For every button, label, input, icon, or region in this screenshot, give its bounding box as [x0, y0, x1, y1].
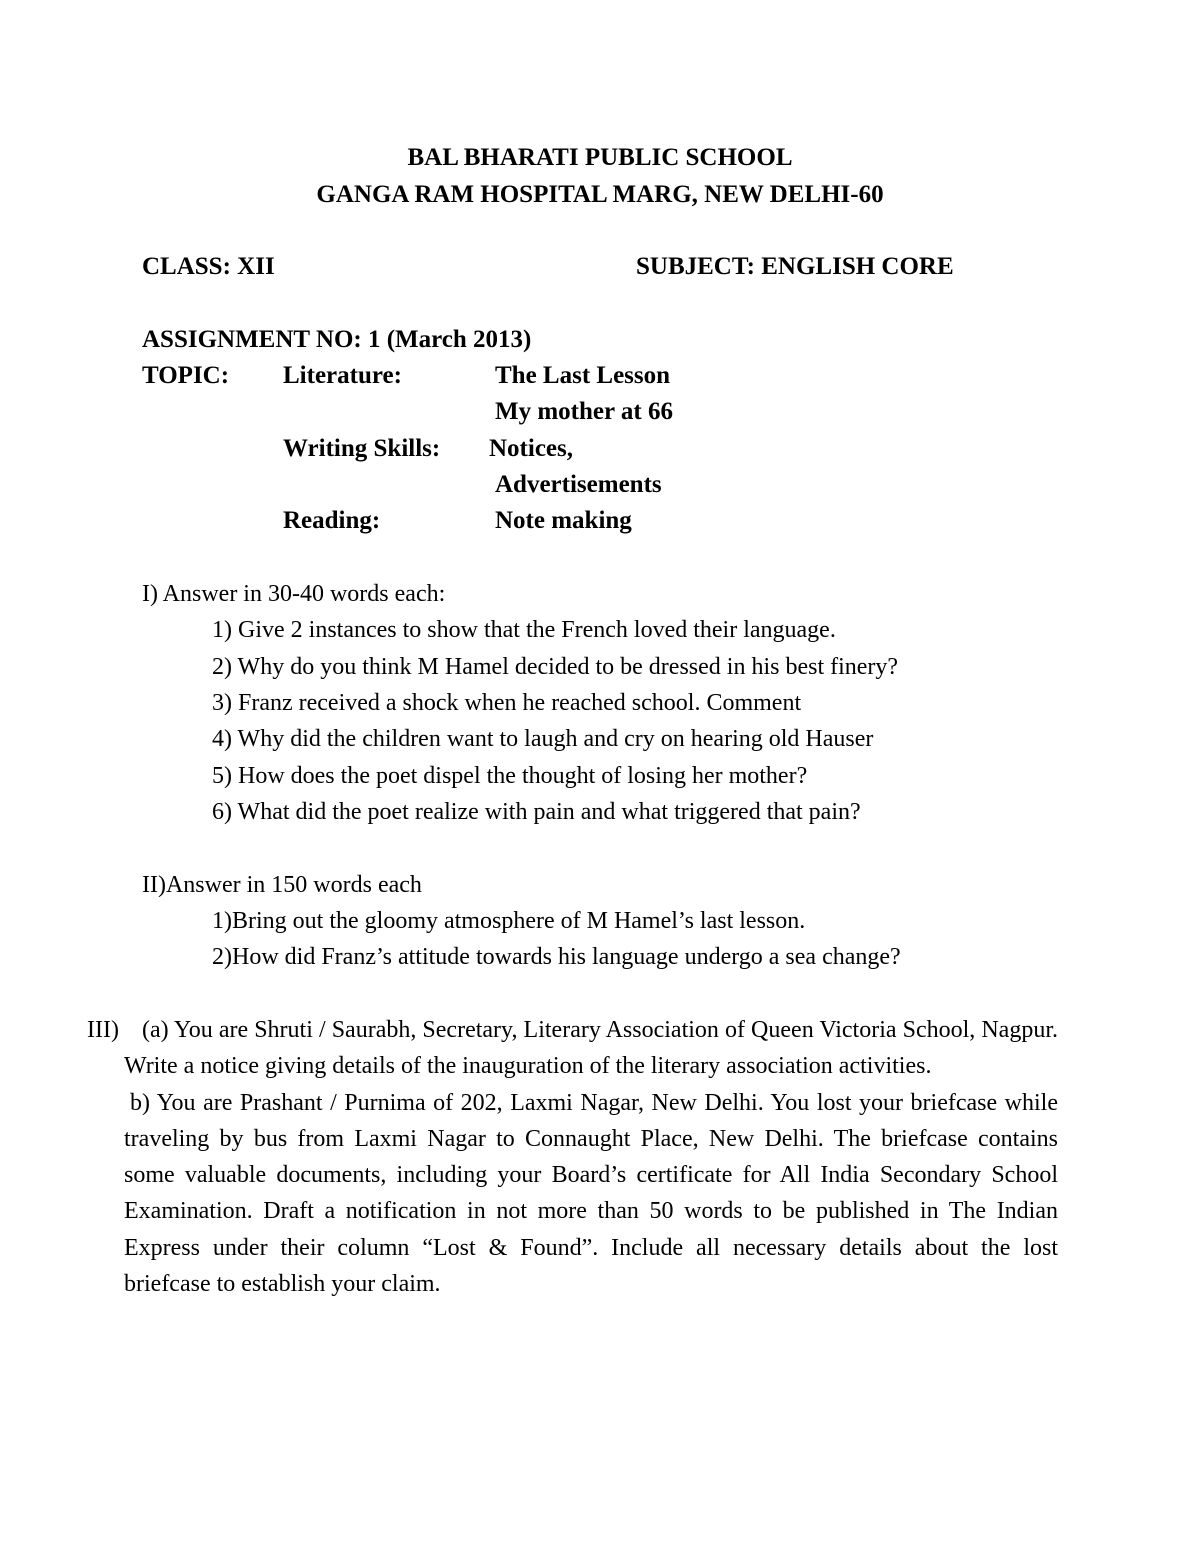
- literature-item-1: The Last Lesson: [495, 362, 671, 389]
- class-label: CLASS: XII: [142, 253, 275, 280]
- school-address: GANGA RAM HOSPITAL MARG, NEW DELHI-60: [316, 181, 884, 208]
- writing-skills-label: Writing Skills:: [283, 435, 441, 462]
- reading-label: Reading:: [283, 507, 381, 534]
- section-3-label: III): [87, 1017, 119, 1043]
- section-1-question: 2) Why do you think M Hamel decided to be dressed in his best finery?: [212, 654, 899, 680]
- section-1-question: 4) Why did the children want to laugh and cry on hearing old Hauser: [212, 726, 874, 752]
- reading-item-1: Note making: [495, 507, 632, 534]
- section-2-question: 2)How did Franz’s attitude towards his language undergo a sea change?: [212, 944, 901, 970]
- section-3-part-a: (a) You are Shruti / Saurabh, Secretary, Literary Association of Queen Victoria School, Nagpur. Write a notice giving details of the inauguration of the literary association activities.: [124, 1017, 1058, 1080]
- section-1-question: 5) How does the poet dispel the thought of losing her mother?: [212, 763, 808, 789]
- school-name: BAL BHARATI PUBLIC SCHOOL: [407, 144, 793, 171]
- writing-item-2: Advertisements: [495, 471, 662, 498]
- section-1-question: 3) Franz received a shock when he reached school. Comment: [212, 690, 802, 716]
- literature-item-2: My mother at 66: [495, 398, 673, 425]
- writing-item-1: Notices,: [489, 435, 573, 462]
- topic-label: TOPIC:: [142, 362, 230, 389]
- section-2-question: 1)Bring out the gloomy atmosphere of M Hamel’s last lesson.: [212, 908, 806, 934]
- section-3-part-b: b) You are Prashant / Purnima of 202, Laxmi Nagar, New Delhi. You lost your briefcase while traveling by bus from Laxmi Nagar to Connaught Place, New Delhi. The briefcase contains some valuable documents, including your Board’s certificate for All India Secondary School Examination. Draft a notification in not more than 50 words to be published in The Indian Express under their column “Lost & Found”. Include all necessary details about the lost briefcase to establish your claim.: [124, 1089, 1058, 1298]
- section-2-heading: II)Answer in 150 words each: [142, 872, 422, 898]
- section-1-question: 1) Give 2 instances to show that the French loved their language.: [212, 617, 836, 643]
- literature-label: Literature:: [283, 362, 402, 389]
- subject-label: SUBJECT: ENGLISH CORE: [636, 253, 954, 280]
- assignment-title: ASSIGNMENT NO: 1 (March 2013): [142, 326, 532, 353]
- section-3-body: [124, 1012, 1058, 1302]
- section-1-question: 6) What did the poet realize with pain and what triggered that pain?: [212, 799, 861, 825]
- section-1-heading: I) Answer in 30-40 words each:: [142, 581, 446, 607]
